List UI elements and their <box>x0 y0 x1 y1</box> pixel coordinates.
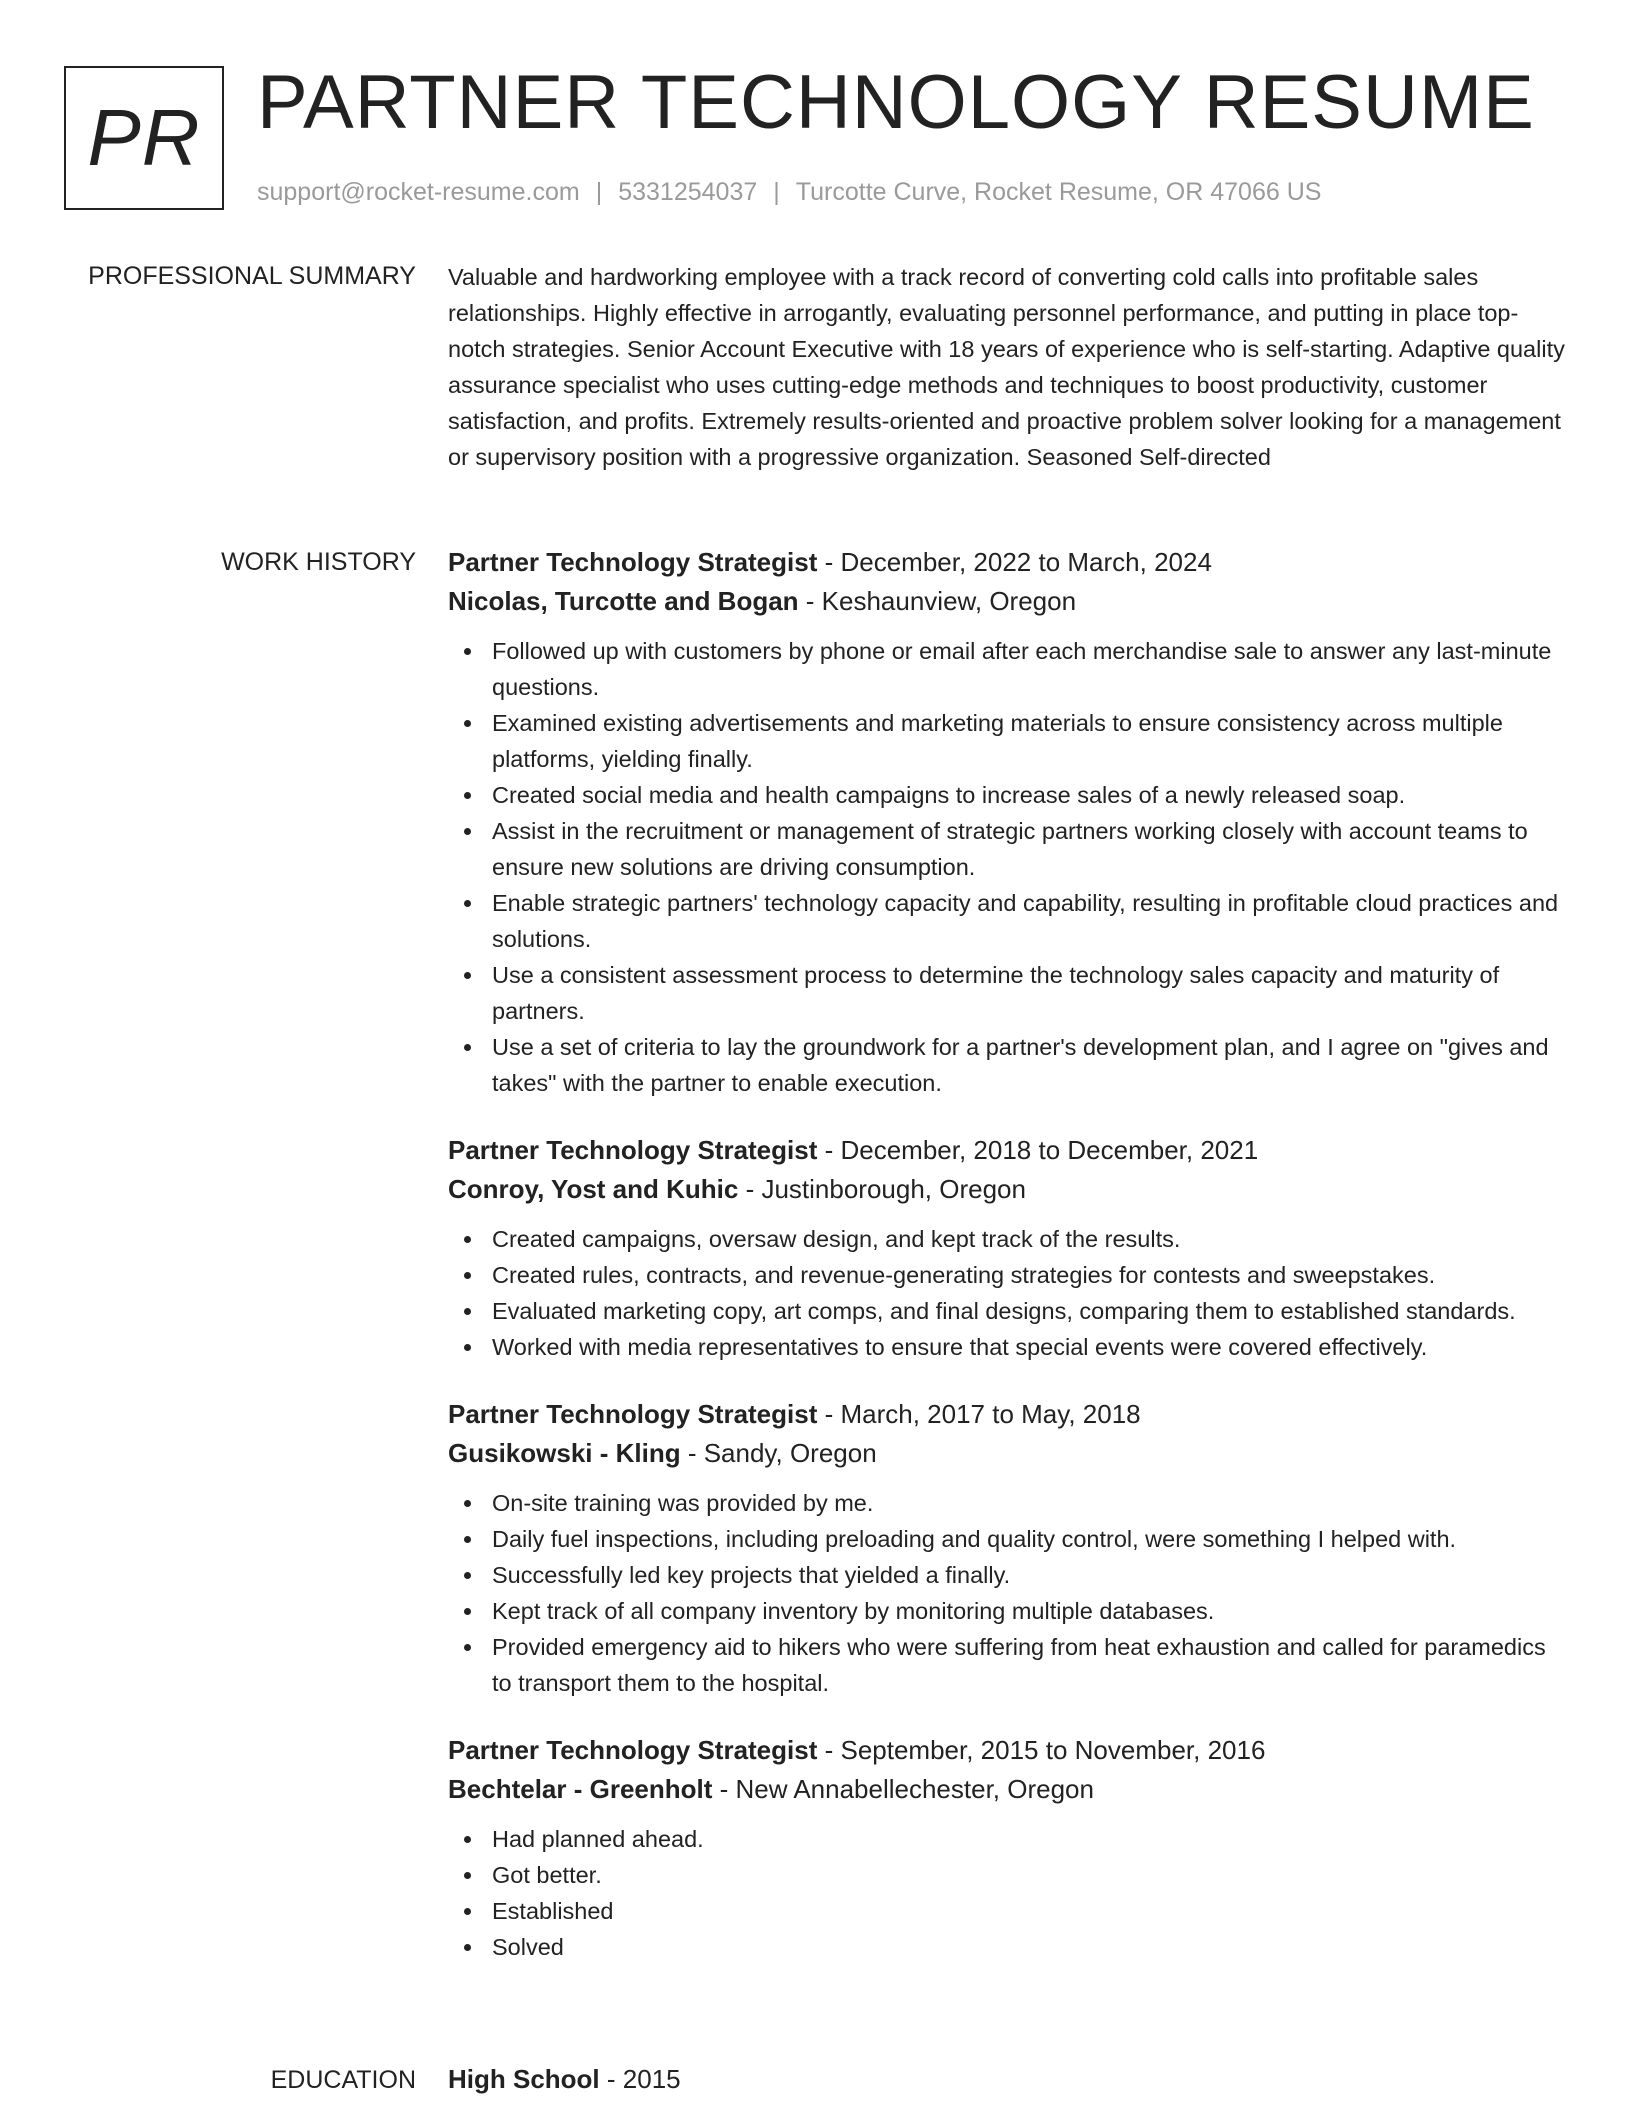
job-dates: - March, 2017 to May, 2018 <box>817 1399 1141 1429</box>
section-label-work-history: WORK HISTORY <box>221 548 416 576</box>
job-company: Conroy, Yost and Kuhic <box>448 1174 739 1204</box>
job-location: - New Annabellechester, Oregon <box>712 1774 1094 1804</box>
job-company: Bechtelar - Greenholt <box>448 1774 713 1804</box>
job-title: Partner Technology Strategist <box>448 1399 818 1429</box>
job-dates: - December, 2018 to December, 2021 <box>817 1135 1259 1165</box>
job-bullets <box>448 1821 1568 1965</box>
education-degree: High School <box>448 2064 600 2094</box>
job-company-line <box>448 1170 1568 1209</box>
job-company: Nicolas, Turcotte and Bogan <box>448 586 799 616</box>
job-bullet: Established <box>448 1893 1568 1929</box>
job-bullets <box>448 1221 1568 1365</box>
job-bullet: Provided emergency aid to hikers who were suffering from heat exhaustion and called for paramedics to transport them to the hospital. <box>448 1629 1568 1701</box>
job-company-line <box>448 582 1568 621</box>
job-bullet: Use a consistent assessment process to determine the technology sales capacity and maturity of partners. <box>448 957 1568 1029</box>
job-title: Partner Technology Strategist <box>448 547 818 577</box>
job-title-line <box>448 1395 1568 1434</box>
section-label-education: EDUCATION <box>270 2066 416 2094</box>
job-entry <box>448 1731 1568 1965</box>
job-bullet: Daily fuel inspections, including preloading and quality control, were something I helped with. <box>448 1521 1568 1557</box>
job-bullet: Use a set of criteria to lay the groundwork for a partner's development plan, and I agree on "gives and takes" with the partner to enable execution. <box>448 1029 1568 1101</box>
contact-line <box>257 176 1321 208</box>
job-bullet: Created campaigns, oversaw design, and kept track of the results. <box>448 1221 1568 1257</box>
summary-text: Valuable and hardworking employee with a track record of converting cold calls into profitable sales relationships. Highly effective in arrogantly, evaluating personnel performance, and putting in place top-notch strategies. Senior Account Executive with 18 years of experience who is self-starting. Adaptive quality assurance specialist who uses cutting-edge methods and techniques to boost productivity, customer satisfaction, and profits. Extremely results-oriented and proactive problem solver looking for a management or supervisory position with a progressive organization. Seasoned Self-directed <box>448 264 1565 470</box>
job-bullet: Followed up with customers by phone or email after each merchandise sale to answer any last-minute questions. <box>448 633 1568 705</box>
job-bullet: Created social media and health campaigns to increase sales of a newly released soap. <box>448 777 1568 813</box>
education-year: - 2015 <box>599 2064 681 2094</box>
job-bullet: Created rules, contracts, and revenue-generating strategies for contests and sweepstakes. <box>448 1257 1568 1293</box>
job-company: Gusikowski - Kling <box>448 1438 681 1468</box>
job-bullet: Examined existing advertisements and marketing materials to ensure consistency across multiple platforms, yielding finally. <box>448 705 1568 777</box>
job-company-line <box>448 1770 1568 1809</box>
job-bullet: Had planned ahead. <box>448 1821 1568 1857</box>
job-dates: - December, 2022 to March, 2024 <box>817 547 1212 577</box>
job-bullets <box>448 633 1568 1101</box>
job-bullet: Evaluated marketing copy, art comps, and final designs, comparing them to established standards. <box>448 1293 1568 1329</box>
monogram-logo: PR <box>64 66 224 210</box>
job-entry <box>448 1131 1568 1365</box>
job-dates: - September, 2015 to November, 2016 <box>817 1735 1266 1765</box>
job-entry <box>448 543 1568 1101</box>
job-bullets <box>448 1485 1568 1701</box>
job-title: Partner Technology Strategist <box>448 1135 818 1165</box>
job-bullet: Successfully led key projects that yielded a finally. <box>448 1557 1568 1593</box>
job-bullet: Assist in the recruitment or management of strategic partners working closely with account teams to ensure new solutions are driving consumption. <box>448 813 1568 885</box>
job-bullet: Kept track of all company inventory by monitoring multiple databases. <box>448 1593 1568 1629</box>
job-title-line <box>448 1131 1568 1170</box>
contact-address: Turcotte Curve, Rocket Resume, OR 47066 US <box>795 178 1322 206</box>
job-bullet: Enable strategic partners' technology capacity and capability, resulting in profitable cloud practices and solutions. <box>448 885 1568 957</box>
job-entry <box>448 1395 1568 1701</box>
page-title: PARTNER TECHNOLOGY RESUME <box>257 60 1535 145</box>
job-location: - Justinborough, Oregon <box>738 1174 1026 1204</box>
section-label-summary: PROFESSIONAL SUMMARY <box>88 262 416 290</box>
job-bullet: Got better. <box>448 1857 1568 1893</box>
contact-separator: | <box>595 178 603 206</box>
job-bullet: Worked with media representatives to ensure that special events were covered effectively. <box>448 1329 1568 1365</box>
contact-separator: | <box>773 178 780 206</box>
contact-phone: 5331254037 <box>618 178 758 206</box>
education-degree-line <box>448 2060 1568 2099</box>
job-bullet: Solved <box>448 1929 1568 1965</box>
contact-email: support@rocket-resume.com <box>257 178 580 206</box>
job-list <box>448 543 1568 1995</box>
job-title-line <box>448 1731 1568 1770</box>
job-title: Partner Technology Strategist <box>448 1735 818 1765</box>
job-company-line <box>448 1434 1568 1473</box>
job-title-line <box>448 543 1568 582</box>
job-location: - Keshaunview, Oregon <box>798 586 1077 616</box>
job-location: - Sandy, Oregon <box>680 1438 877 1468</box>
job-bullet: On-site training was provided by me. <box>448 1485 1568 1521</box>
